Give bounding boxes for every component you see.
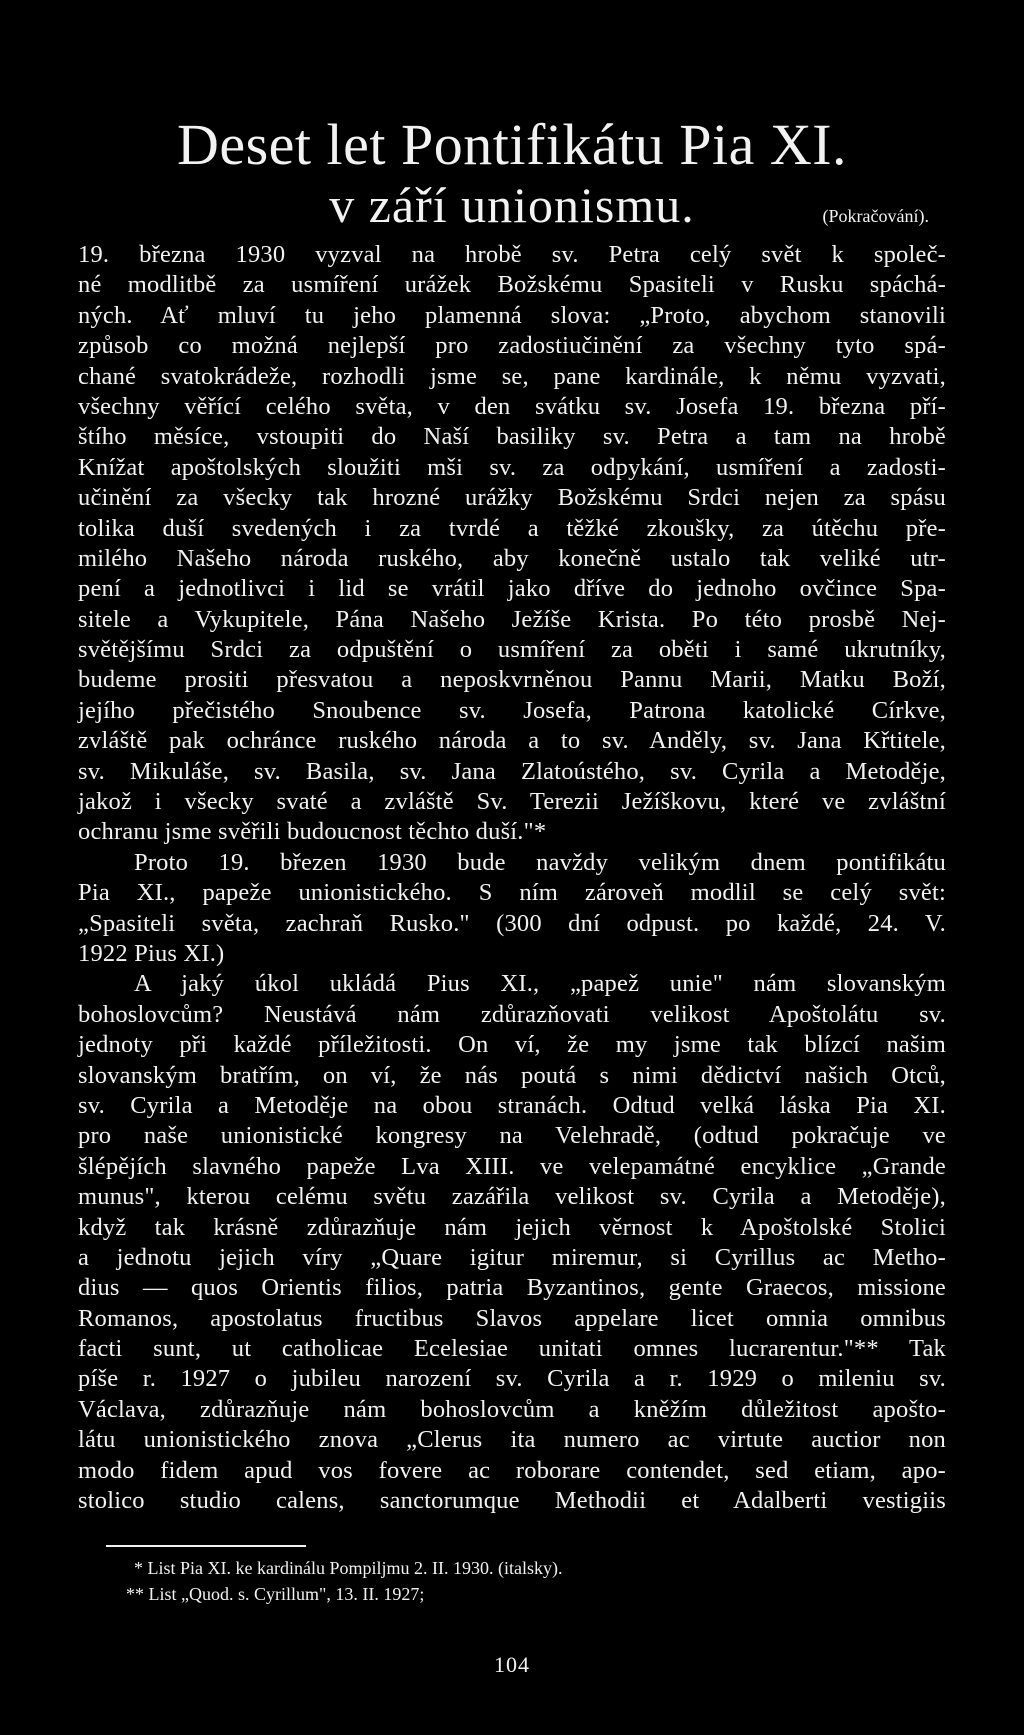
text-line: světějšímu Srdci za odpuštění o usmíření za oběti i samé ukrutníky, (78, 636, 946, 664)
text-line: pro naše unionistické kongresy na Velehradě, (odtud pokračuje ve (78, 1122, 946, 1150)
article-subtitle: v září unionismu. (329, 177, 695, 233)
text-line: štího měsíce, vstoupiti do Naší basiliky sv. Petra a tam na hrobě (78, 423, 946, 451)
text-line: facti sunt, ut catholicae Ecelesiae unitati omnes lucrarentur."** Tak (78, 1335, 946, 1363)
article-body (78, 240, 946, 1516)
text-line: píše r. 1927 o jubileu narození sv. Cyrila a r. 1929 o mileniu sv. (78, 1365, 946, 1393)
text-line: jakož i všecky svaté a zvláště Sv. Terezii Ježíškovu, které ve zvláštní (78, 788, 946, 816)
text-line: budeme prositi přesvatou a neposkvrněnou Pannu Marii, Matku Boží, (78, 666, 946, 694)
text-line: Pia XI., papeže unionistického. S ním zároveň modlil se celý svět: (78, 879, 946, 907)
text-line: když tak krásně zdůrazňuje nám jejich věrnost k Apoštolské Stolici (78, 1213, 946, 1241)
text-line: Romanos, apostolatus fructibus Slavos appelare licet omnia omnibus (78, 1304, 946, 1332)
text-line: munus", kterou celému světu zazářila velikost sv. Cyrila a Metoděje), (78, 1183, 946, 1211)
page-number: 104 (494, 1652, 530, 1677)
footnote-2: ** List „Quod. s. Cyrillum", 13. II. 1927; (126, 1584, 425, 1604)
text-line: jednoty při každé příležitosti. On ví, že my jsme tak blízcí našim (78, 1031, 946, 1059)
continued-label: (Pokračování). (822, 206, 929, 226)
text-line: šlépějích slavného papeže Lva XIII. ve velepamátné encyklice „Grande (78, 1152, 946, 1180)
text-line: „Spasiteli světa, zachraň Rusko." (300 dní odpust. po každé, 24. V. (78, 909, 946, 937)
text-line: sv. Cyrila a Metoděje na obou stranách. Odtud velká láska Pia XI. (78, 1091, 946, 1119)
text-line: dius — quos Orientis filios, patria Byzantinos, gente Graecos, missione (78, 1274, 946, 1302)
text-line: jejího přečistého Snoubence sv. Josefa, Patrona katolické Církve, (78, 696, 946, 724)
text-line: tolika duší svedených i za tvrdé a těžké zkoušky, za útěchu pře- (78, 514, 946, 542)
text-line: sv. Mikuláše, sv. Basila, sv. Jana Zlatoústého, sv. Cyrila a Metoděje, (78, 757, 946, 785)
text-line: všechny věřící celého světa, v den svátku sv. Josefa 19. března pří- (78, 392, 946, 420)
text-line: a jednotu jejich víry „Quare igitur miremur, si Cyrillus ac Metho- (78, 1243, 946, 1271)
text-line: Proto 19. březen 1930 bude navždy velikým dnem pontifikátu (134, 848, 946, 876)
article-title: Deset let Pontifikátu Pia XI. (176, 112, 848, 177)
text-line: modo fidem apud vos fovere ac roborare contendet, sed etiam, apo- (78, 1456, 946, 1484)
text-line: látu unionistického znova „Clerus ita numero ac virtute auctior non (78, 1426, 946, 1454)
footnote-1: * List Pia XI. ke kardinálu Pompiljmu 2. II. 1930. (italsky). (134, 1558, 563, 1578)
text-line: způsob co možná nejlepší pro zadostiučinění za všechny tyto spá- (78, 332, 946, 360)
text-line: slovanským bratřím, on ví, že nás poutá s nimi dědictví našich Otců, (78, 1061, 946, 1089)
text-line: ných. Ať mluví tu jeho plamenná slova: „Proto, abychom stanovili (78, 301, 946, 329)
text-line: Knížat apoštolských sloužiti mši sv. za odpykání, usmíření a zadosti- (78, 453, 946, 481)
text-line: pení a jednotlivci i lid se vrátil jako dříve do jednoho ovčince Spa- (78, 575, 946, 603)
text-line: 1922 Pius XI.) (78, 939, 225, 967)
text-line: A jaký úkol ukládá Pius XI., „papež unie" nám slovanským (134, 970, 946, 998)
text-line: né modlitbě za usmíření urážek Božskému Spasiteli v Rusku spáchá- (78, 271, 946, 299)
text-line: bohoslovcům? Neustává nám zdůrazňovati velikost Apoštolátu sv. (78, 1000, 946, 1028)
text-line: ochranu jsme svěřili budoucnost těchto duší."* (78, 818, 547, 846)
text-line: stolico studio calens, sanctorumque Methodii et Adalberti vestigiis (78, 1487, 946, 1515)
text-line: sitele a Vykupitele, Pána Našeho Ježíše Krista. Po této prosbě Nej- (78, 605, 946, 633)
text-line: milého Našeho národa ruského, aby konečně ustalo tak veliké utr- (78, 544, 946, 572)
footnote-divider (106, 1545, 306, 1547)
text-line: učinění za všecky tak hrozné urážky Božskému Srdci nejen za spásu (78, 484, 946, 512)
text-line: zvláště pak ochránce ruského národa a to sv. Anděly, sv. Jana Křtitele, (78, 727, 946, 755)
text-line: 19. března 1930 vyzval na hrobě sv. Petra celý svět k společ- (78, 241, 946, 268)
text-line: Václava, zdůrazňuje nám bohoslovcům a kněžím důležitost apošto- (78, 1395, 946, 1423)
text-line: chané svatokrádeže, rozhodli jsme se, pane kardinále, k němu vyzvati, (78, 362, 946, 390)
